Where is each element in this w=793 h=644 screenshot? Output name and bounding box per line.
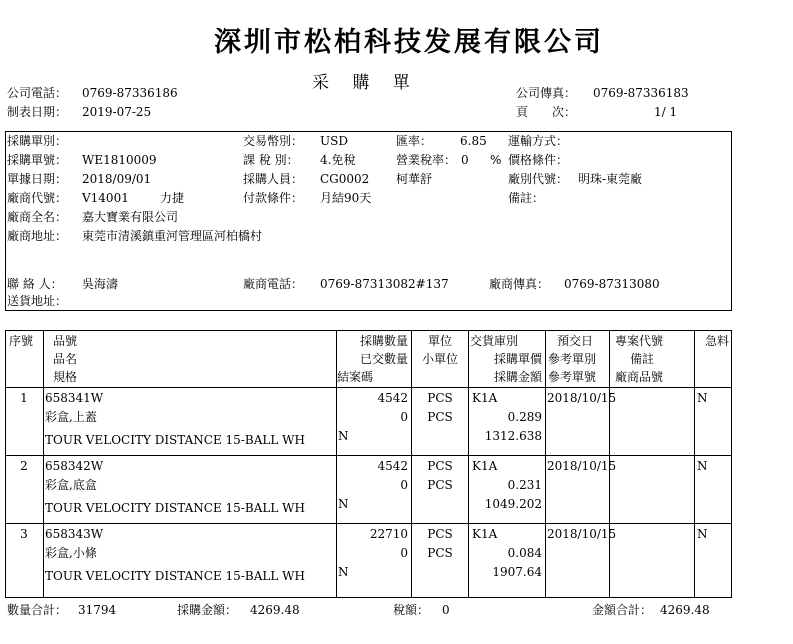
row-delivered: 0	[400, 478, 408, 492]
total-qty: 31794	[78, 603, 117, 617]
col-remark: 備註	[630, 352, 655, 366]
company-phone-label: 公司電話：	[7, 86, 68, 100]
grand-total: 4269.48	[660, 603, 710, 617]
col-delivered: 已交數量	[359, 352, 408, 366]
price-terms-label: 價格條件：	[508, 153, 569, 167]
total-qty-label: 數量合計：	[7, 603, 68, 617]
ship-address-label: 送貨地址：	[7, 294, 68, 308]
company-name: 深圳市松柏科技发展有限公司	[214, 27, 604, 58]
row-item-no: 658343W	[45, 527, 104, 541]
vendor-address: 東莞市清溪鎮重河管理區河柏橋村	[82, 229, 263, 243]
vendor-phone-label: 廠商電話：	[243, 277, 304, 291]
company-fax-label: 公司傳真：	[516, 86, 577, 100]
vendor-fax-label: 廠商傳真：	[489, 277, 550, 291]
vendor-name-label: 廠商全名：	[7, 210, 68, 224]
factory-label: 廠別代號：	[508, 172, 569, 186]
row-closed: N	[338, 565, 349, 579]
tax-type: 4.免稅	[320, 153, 356, 167]
col-project: 專案代號	[615, 334, 664, 348]
row-urgent: N	[697, 459, 708, 473]
row-delivered: 0	[400, 546, 408, 560]
row-warehouse: K1A	[472, 391, 498, 405]
vendor-short-name: 力捷	[160, 191, 185, 205]
po-no: WE1810009	[82, 153, 157, 167]
row-amount: 1312.638	[484, 429, 542, 443]
row-urgent: N	[697, 391, 708, 405]
row-amount: 1049.202	[484, 497, 542, 511]
payment: 月結90天	[320, 191, 372, 205]
row-amount: 1907.64	[492, 565, 542, 579]
row-sub-unit: PCS	[427, 546, 453, 560]
vat-unit: %	[490, 153, 502, 167]
row-delivered: 0	[400, 410, 408, 424]
row-unit: PCS	[427, 459, 453, 473]
row-sub-unit: PCS	[427, 410, 453, 424]
col-vendor-part: 廠商品號	[615, 370, 664, 384]
row-unit-price: 0.084	[507, 546, 542, 560]
row-qty: 4542	[377, 459, 408, 473]
col-spec: 規格	[53, 370, 78, 384]
page-number: 1/ 1	[654, 105, 678, 119]
row-closed: N	[338, 497, 349, 511]
col-closed: 結案碼	[337, 370, 374, 384]
row-seq: 3	[20, 527, 28, 541]
payment-label: 付款條件：	[243, 191, 304, 205]
buyer-label: 採購人員：	[243, 172, 304, 186]
vendor-phone: 0769-87313082#137	[320, 277, 449, 291]
col-ref-no: 參考單號	[548, 370, 597, 384]
row-spec: TOUR VELOCITY DISTANCE 15-BALL WH	[45, 501, 305, 515]
row-warehouse: K1A	[472, 459, 498, 473]
page-label: 頁 次：	[516, 105, 577, 119]
remark-label: 備註：	[508, 191, 545, 205]
row-unit: PCS	[427, 391, 453, 405]
row-spec: TOUR VELOCITY DISTANCE 15-BALL WH	[45, 569, 305, 583]
col-amount: 採購金額	[493, 370, 542, 384]
vendor-fax: 0769-87313080	[564, 277, 660, 291]
row-due-date: 2018/10/15	[547, 527, 617, 541]
row-due-date: 2018/10/15	[547, 459, 617, 473]
po-amount: 4269.48	[250, 603, 300, 617]
row-seq: 1	[20, 391, 28, 405]
column-rule	[43, 330, 44, 598]
vendor-name: 嘉大寶業有限公司	[82, 210, 179, 224]
po-type-label: 採購單別：	[7, 134, 68, 148]
row-urgent: N	[697, 527, 708, 541]
row-item-no: 658341W	[45, 391, 104, 405]
vat: 0	[461, 153, 469, 167]
row-item-no: 658342W	[45, 459, 104, 473]
currency: USD	[320, 134, 348, 148]
col-ref-type: 參考單別	[548, 352, 597, 366]
row-item-name: 彩盒,上蓋	[45, 410, 97, 424]
row-rule	[5, 523, 732, 524]
row-unit-price: 0.231	[507, 478, 542, 492]
po-date-label: 單據日期：	[7, 172, 68, 186]
contact-label: 聯 絡 人：	[7, 277, 63, 291]
col-unit-price: 採購單價	[493, 352, 542, 366]
buyer-name: 柯華舒	[396, 172, 433, 186]
print-date: 2019-07-25	[82, 105, 152, 119]
vendor-code: V14001	[82, 191, 129, 205]
column-rule	[694, 330, 695, 598]
vat-label: 營業稅率：	[396, 153, 457, 167]
row-spec: TOUR VELOCITY DISTANCE 15-BALL WH	[45, 433, 305, 447]
col-urgent: 急料	[705, 334, 730, 348]
company-fax: 0769-87336183	[593, 86, 689, 100]
col-seq: 序號	[9, 334, 34, 348]
row-warehouse: K1A	[472, 527, 498, 541]
grand-total-label: 金額合計：	[592, 603, 653, 617]
column-rule	[468, 330, 469, 598]
row-unit-price: 0.289	[507, 410, 542, 424]
row-due-date: 2018/10/15	[547, 391, 617, 405]
print-date-label: 制表日期：	[7, 105, 68, 119]
contact: 吳海濤	[82, 277, 119, 291]
row-unit: PCS	[427, 527, 453, 541]
vendor-address-label: 廠商地址：	[7, 229, 68, 243]
row-rule	[5, 455, 732, 456]
row-closed: N	[338, 429, 349, 443]
col-item-name: 品名	[53, 352, 78, 366]
po-amount-label: 採購金額：	[177, 603, 238, 617]
vendor-code-label: 廠商代號：	[7, 191, 68, 205]
buyer-code: CG0002	[320, 172, 370, 186]
currency-label: 交易幣別：	[243, 134, 304, 148]
document-title: 采 購 單	[312, 73, 419, 93]
table-header-rule	[5, 387, 732, 388]
factory: 明珠-東莞廠	[578, 172, 643, 186]
row-sub-unit: PCS	[427, 478, 453, 492]
row-qty: 22710	[369, 527, 408, 541]
tax-label: 稅額：	[393, 603, 430, 617]
column-rule	[545, 330, 546, 598]
tax: 0	[442, 603, 450, 617]
rate-label: 匯率：	[396, 134, 433, 148]
col-warehouse: 交貨庫別	[470, 334, 519, 348]
row-item-name: 彩盒,底盒	[45, 478, 97, 492]
col-item-no: 品號	[53, 334, 78, 348]
col-sub-unit: 小單位	[421, 352, 458, 366]
row-qty: 4542	[377, 391, 408, 405]
po-no-label: 採購單號：	[7, 153, 68, 167]
col-due-date: 預交日	[557, 334, 594, 348]
col-unit: 單位	[427, 334, 452, 348]
company-phone: 0769-87336186	[82, 86, 178, 100]
po-date: 2018/09/01	[82, 172, 152, 186]
shipping-label: 運輸方式：	[508, 134, 569, 148]
col-qty: 採購數量	[359, 334, 408, 348]
row-item-name: 彩盒,小條	[45, 546, 97, 560]
tax-type-label: 課 稅 別：	[243, 153, 299, 167]
rate: 6.85	[460, 134, 487, 148]
row-seq: 2	[20, 459, 28, 473]
